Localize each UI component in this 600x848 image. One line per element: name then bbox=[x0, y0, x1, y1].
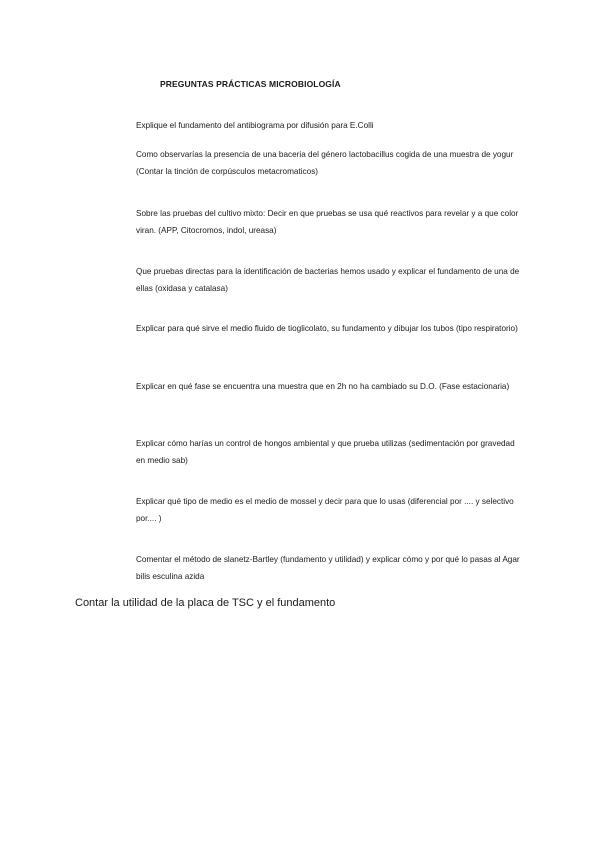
question-8: Explicar qué tipo de medio es el medio de mossel y decir para que lo usas (diferencial por .... y selectivo por.... ) bbox=[136, 497, 514, 523]
question-1: Explique el fundamento del antibiograma por difusión para E.Colli bbox=[136, 121, 374, 130]
question-4: Que pruebas directas para la identificación de bacterias hemos usado y explicar el fundamento de una de ellas (oxidasa y catalasa) bbox=[136, 267, 520, 293]
question-3: Sobre las pruebas del cultivo mixto: Decir en que pruebas se usa qué reactivos para revelar y a que color viran. (APP, Citocromos, indol, ureasa) bbox=[136, 209, 519, 235]
question-9: Comentar el método de slanetz-Bartley (fundamento y utilidad) y explicar cómo y por qué lo pasas al Agar bilis esculina azida bbox=[136, 555, 520, 581]
final-question: Contar la utilidad de la placa de TSC y el fundamento bbox=[75, 597, 336, 609]
page-title: PREGUNTAS PRÁCTICAS MICROBIOLOGÍA bbox=[160, 79, 341, 89]
question-5: Explicar para qué sirve el medio fluido de tioglicolato, su fundamento y dibujar los tubos (tipo respiratorio) bbox=[136, 324, 518, 333]
question-2: Como observarías la presencia de una baceria del género lactobacillus cogida de una muestra de yogur (Contar la tinción de corpúsculos metacromaticos) bbox=[136, 150, 514, 176]
question-6: Explicar en qué fase se encuentra una muestra que en 2h no ha cambiado su D.O. (Fase estacionaria) bbox=[136, 382, 510, 391]
question-7: Explicar cómo harías un control de hongos ambiental y que prueba utilizas (sedimentación por gravedad en medio sab) bbox=[136, 439, 515, 465]
